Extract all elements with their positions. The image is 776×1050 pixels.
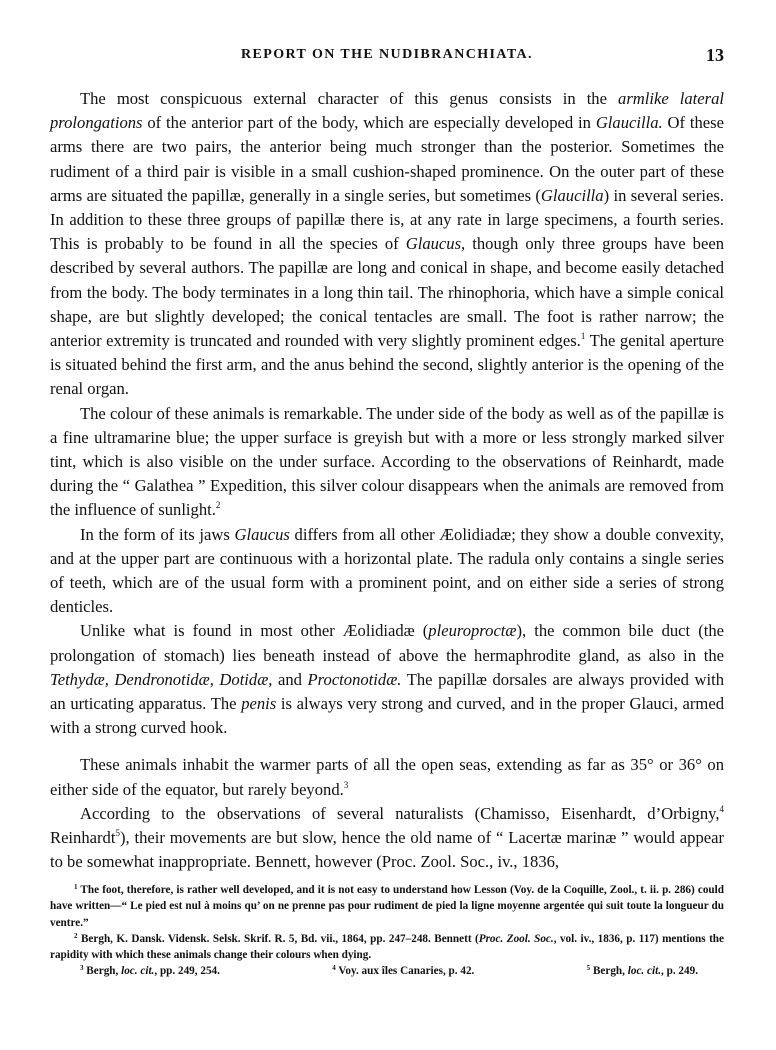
footnote-marker: 3 [343,779,349,790]
text-run: though only three groups have been described by several authors. The papillæ are long and conical in shape, and become easily detached from the body. The body terminates in a long thin tail. The rhinophoria, which have a simple conical shape, are but slightly developed; the conical tentacles are small. The foot is rather narrow; the anterior extremity is truncated and rounded with very slightly prominent edges. [50,234,724,351]
text-run: differs from all other Æolidiadæ; they show a double convexity, and at the upper part are continuous with a horizontal plate. The radula only contains a single series of teeth, which are of the usual form with a prominent point, and on either side a series of strong denticles. [50,524,724,617]
text-run: Bergh, K. Dansk. Vidensk. Selsk. Skrif. R. 5, Bd. vii., 1864, pp. 247–248. Bennett ( [77,932,479,945]
text-run: Unlike what is found in most other Æolidiadæ ( [80,621,429,641]
footnote-marker: 3 [80,964,84,973]
page-header [50,45,724,71]
italic-text: loc. cit. [627,965,661,978]
footnote-list [50,882,724,963]
text-run: Bergh, [590,965,628,978]
text-run: , pp. 249, 254. [154,965,220,978]
footnote-fn2 [50,931,724,964]
italic-text: loc. cit. [121,965,155,978]
text-run: The genital aperture is situated behind the first arm, and the anus behind the second, slightly anterior is the opening of the renal organ. [50,331,724,399]
footnote-marker: 5 [586,964,591,973]
text-run: The foot, therefore, is rather well developed, and it is not easy to understand how Lesson (Voy. de la Coquille, Zool., t. ii. p. 286) could have written—“ Le pied est nul à moins qu’ on ne prenne pas pour rudiment de pied la ligne moyenne argentée qui suit toute la longueur du ventre.” [50,884,724,929]
italic-text: penis [241,694,277,714]
paragraph-p3 [50,523,724,620]
running-title: REPORT ON THE NUDIBRANCHIATA. [241,47,533,62]
footnote-fn5 [587,963,698,979]
italic-text: Glaucilla [540,185,604,205]
text-run: According to the observations of several naturalists (Chamisso, Eisenhardt, d’Orbigny, [80,803,720,823]
text-run: In the form of its jaws [80,524,235,544]
italic-text: Tethydæ, Dendronotidæ, Dotidæ, [50,669,273,689]
paragraph-p2 [50,402,724,523]
text-run: The papillæ dorsales are always provided with an urticating apparatus. The [50,669,724,714]
footnote-fn1 [50,882,724,931]
footnotes [50,882,724,980]
text-run: of the anterior part of the body, which are especially developed in [142,113,596,133]
italic-text: Glaucus, [405,234,466,254]
italic-text: Glaucus [234,524,290,544]
text-run: The most conspicuous external character of this genus consists in the [80,89,619,108]
page-number: 13 [706,45,724,65]
footnote-marker: 1 [580,331,586,342]
text-run: ) in several series. In addition to these three groups of papillæ there is, at any rate in large specimens, a fourth series. This is probably to be found in all the species of [50,185,724,254]
body-text [50,87,724,875]
text-run: Voy. aux îles Canaries, p. 42. [335,965,475,978]
text-run: These animals inhabit the warmer parts of all the open seas, extending as far as 35° or 36° on either side of the equator, but rarely beyond. [50,755,724,799]
paragraph-p4 [50,619,724,740]
italic-text: Proc. Zool. Soc. [478,932,554,945]
footnote-fn3 [80,963,220,979]
text-run: The colour of these animals is remarkable. The under side of the body as well as of the papillæ is a fine ultramarine blue; the upper surface is greyish but with a more or less strongly marked silver tint, which is also visible on the under surface. According to the observations of Reinhardt, made during the “ Galathea ” Expedition, this silver colour disappears when the animals are removed from the influence of sunlight. [50,403,724,520]
text-run: is always very strong and curved, and in the proper Glauci, armed with a strong curved hook. [50,694,724,738]
text-run: , vol. iv., 1836, p. 117) mentions the rapidity with which these animals change their colours when dying. [50,932,724,962]
paragraph-p5 [50,753,724,801]
text-run: ), the common bile duct (the prolongation of stomach) lies beneath instead of above the hermaphrodite gland, as also in the [50,621,724,665]
paragraph-p1 [50,87,724,402]
text-run: ), their movements are but slow, hence the old name of “ Lacertæ marinæ ” would appear to be somewhat inappropriate. Bennett, however (Proc. Zool. Soc., iv., 1836, [50,828,724,872]
text-run: , p. 249. [661,965,698,978]
italic-text: armlike lateral prolongations [50,89,724,133]
italic-text: Glaucilla. [595,113,663,133]
footnote-marker: 2 [215,500,221,511]
footnote-row [50,963,724,979]
text-run: and [272,669,308,689]
text-run: Of these arms there are two pairs, the anterior being much stronger than the posterior. Sometimes the rudiment of a third pair is visible in a small cushion-shaped prominence. On the outer part of these arms are situated the papillæ, generally in a single series, but sometimes ( [50,113,724,205]
text-run: Bergh, [83,965,122,978]
footnote-marker: 2 [74,931,78,940]
paragraph-p6 [50,802,724,875]
footnote-marker: 1 [74,883,78,891]
italic-text: pleuroproctæ [428,621,517,641]
footnote-fn4 [332,963,474,979]
footnote-marker: 4 [719,803,724,814]
footnote-marker: 5 [115,828,120,839]
text-run: Reinhardt [50,828,116,848]
italic-text: Proctonotidæ. [307,669,402,689]
footnote-marker: 4 [332,964,336,973]
